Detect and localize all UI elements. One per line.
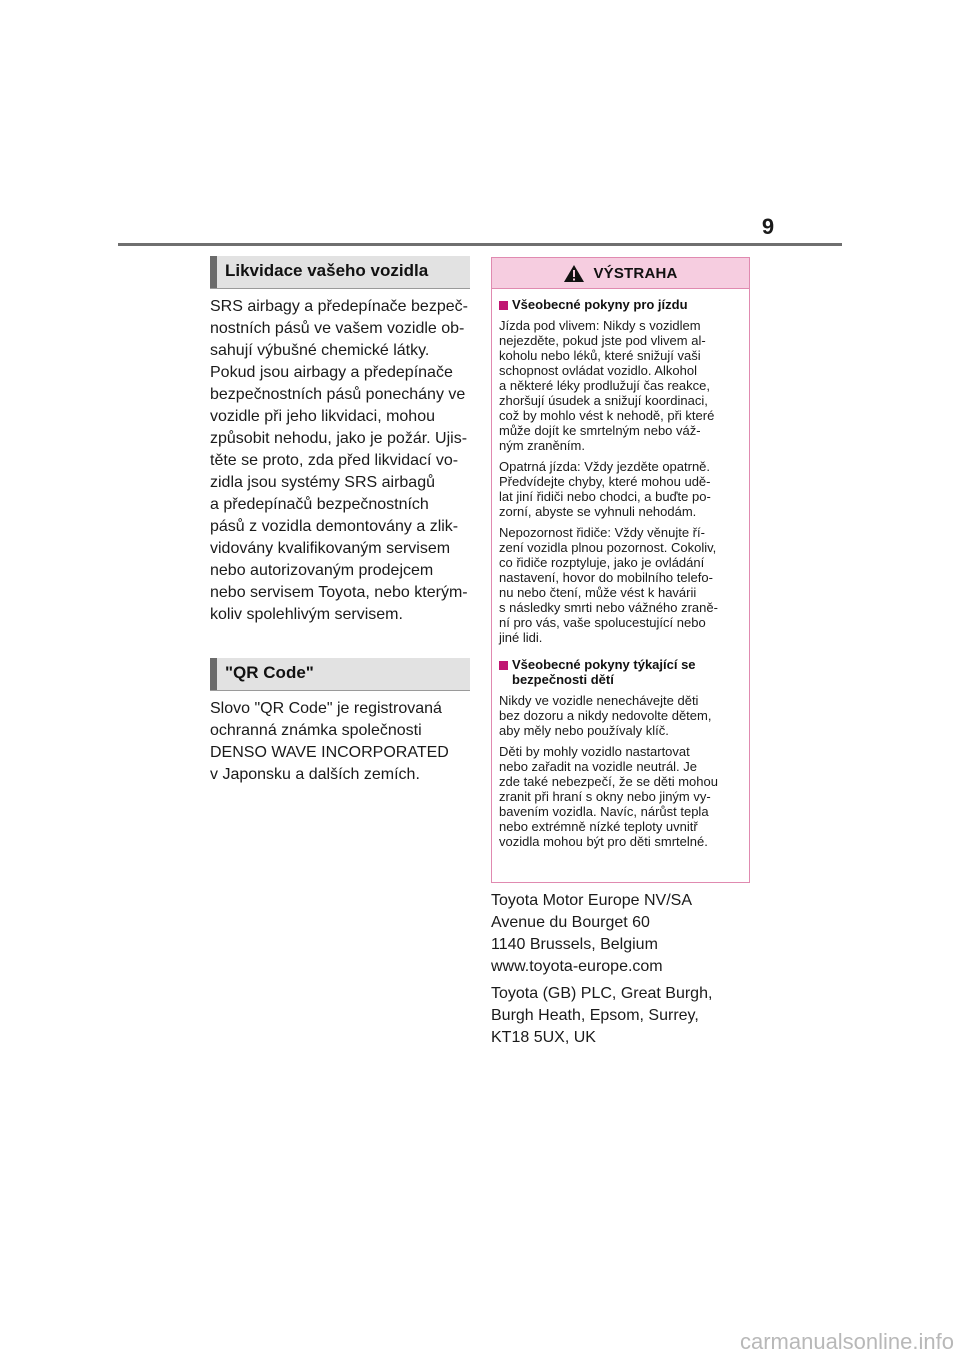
disposal-text-block — [210, 296, 470, 626]
header-divider — [118, 243, 842, 246]
address-toyota-gb: Toyota (GB) PLC, Great Burgh, Burgh Heath, Epsom, Surrey, KT18 5UX, UK — [491, 985, 713, 1046]
warning-triangle-icon — [563, 264, 585, 283]
warning-body — [492, 289, 749, 849]
disposal-heading: Likvidace vašeho vozidla — [210, 256, 470, 288]
warning-paragraph: Děti by mohly vozidlo nastartovat nebo zařadit na vozidle neutrál. Je zde také nebezpečí, že se děti mohou zranit při hraní s okny nebo jiným vy- bavením vozidla. Navíc, nárůst tepla nebo extrémně nízké teploty uvnitř vozidla mohou být pro děti smrtelné. — [499, 744, 718, 849]
address-toyota-europe: Toyota Motor Europe NV/SA Avenue du Bourget 60 1140 Brussels, Belgium www.toyota-europe.com — [491, 892, 692, 975]
bullet-square-icon — [499, 661, 508, 670]
left-column — [210, 256, 470, 786]
address-block — [491, 890, 751, 1054]
warning-title: VÝSTRAHA — [593, 264, 678, 282]
watermark: carmanualsonline.info — [739, 1329, 954, 1354]
qr-code-text-block — [210, 698, 470, 786]
warning-paragraph: Nepozornost řidiče: Vždy věnujte ří- zení vozidla plnou pozornost. Cokoliv, co řidiče rozptyluje, jako je ovládání nastavení, hovor do mobilního telefo- nu nebo čtení, může vést k havárii s následky smrti nebo vážného zraně- ní pro vás, vaše spolucestující nebo jiné lidi. — [499, 525, 718, 645]
warning-subheading-children — [499, 657, 741, 687]
warning-header — [492, 258, 749, 289]
warning-box — [491, 257, 750, 883]
page-number: 9 — [761, 214, 775, 239]
warning-subheading-text: Všeobecné pokyny pro jízdu — [512, 297, 688, 312]
disposal-paragraph: SRS airbagy a předepínače bezpeč- nostních pásů ve vašem vozidle ob- sahují výbušné chemické látky. Pokud jsou airbagy a předepínače bezpečnostních pásů ponechány ve vozidle při jeho likvidaci, mohou způsobit nehodu, jako je požár. Ujis- těte se proto, zda před likvidací vo- zidla jsou systémy SRS airbagů a předepínačů bezpečnostních pásů z vozidla demontovány a zlik- vidovány kvalifikovaným servisem nebo autorizovaným prodejcem nebo servisem Toyota, nebo kterým- koliv spolehlivým servisem. — [210, 298, 468, 623]
qr-code-paragraph: Slovo "QR Code" je registrovaná ochranná známka společnosti DENSO WAVE INCORPORATED v Japonsku a dalších zemích. — [210, 700, 449, 783]
warning-subheading-driving — [499, 297, 741, 312]
warning-paragraph: Nikdy ve vozidle nenechávejte děti bez dozoru a nikdy nedovolte dětem, aby měly nebo používaly klíč. — [499, 693, 712, 738]
bullet-square-icon — [499, 301, 508, 310]
warning-paragraph: Jízda pod vlivem: Nikdy s vozidlem nejezděte, pokud jste pod vlivem al- koholu nebo léků, které snižují vaši schopnost ovládat vozidlo. Alkohol a některé léky prodlužují čas reakce, zhoršují úsudek a snižují koordinaci, což by mohlo vést k nehodě, při které může dojít ke smrtelným nebo váž- ným zraněním. — [499, 318, 715, 453]
warning-paragraph: Opatrná jízda: Vždy jezděte opatrně. Předvídejte chyby, které mohou udě- lat jiní řidiči nebo chodci, a buďte po- zorní, abyste se vyhnuli nehodám. — [499, 459, 711, 519]
qr-code-heading: "QR Code" — [210, 658, 470, 690]
warning-subheading-text: Všeobecné pokyny týkající se bezpečnosti dětí — [512, 657, 696, 687]
